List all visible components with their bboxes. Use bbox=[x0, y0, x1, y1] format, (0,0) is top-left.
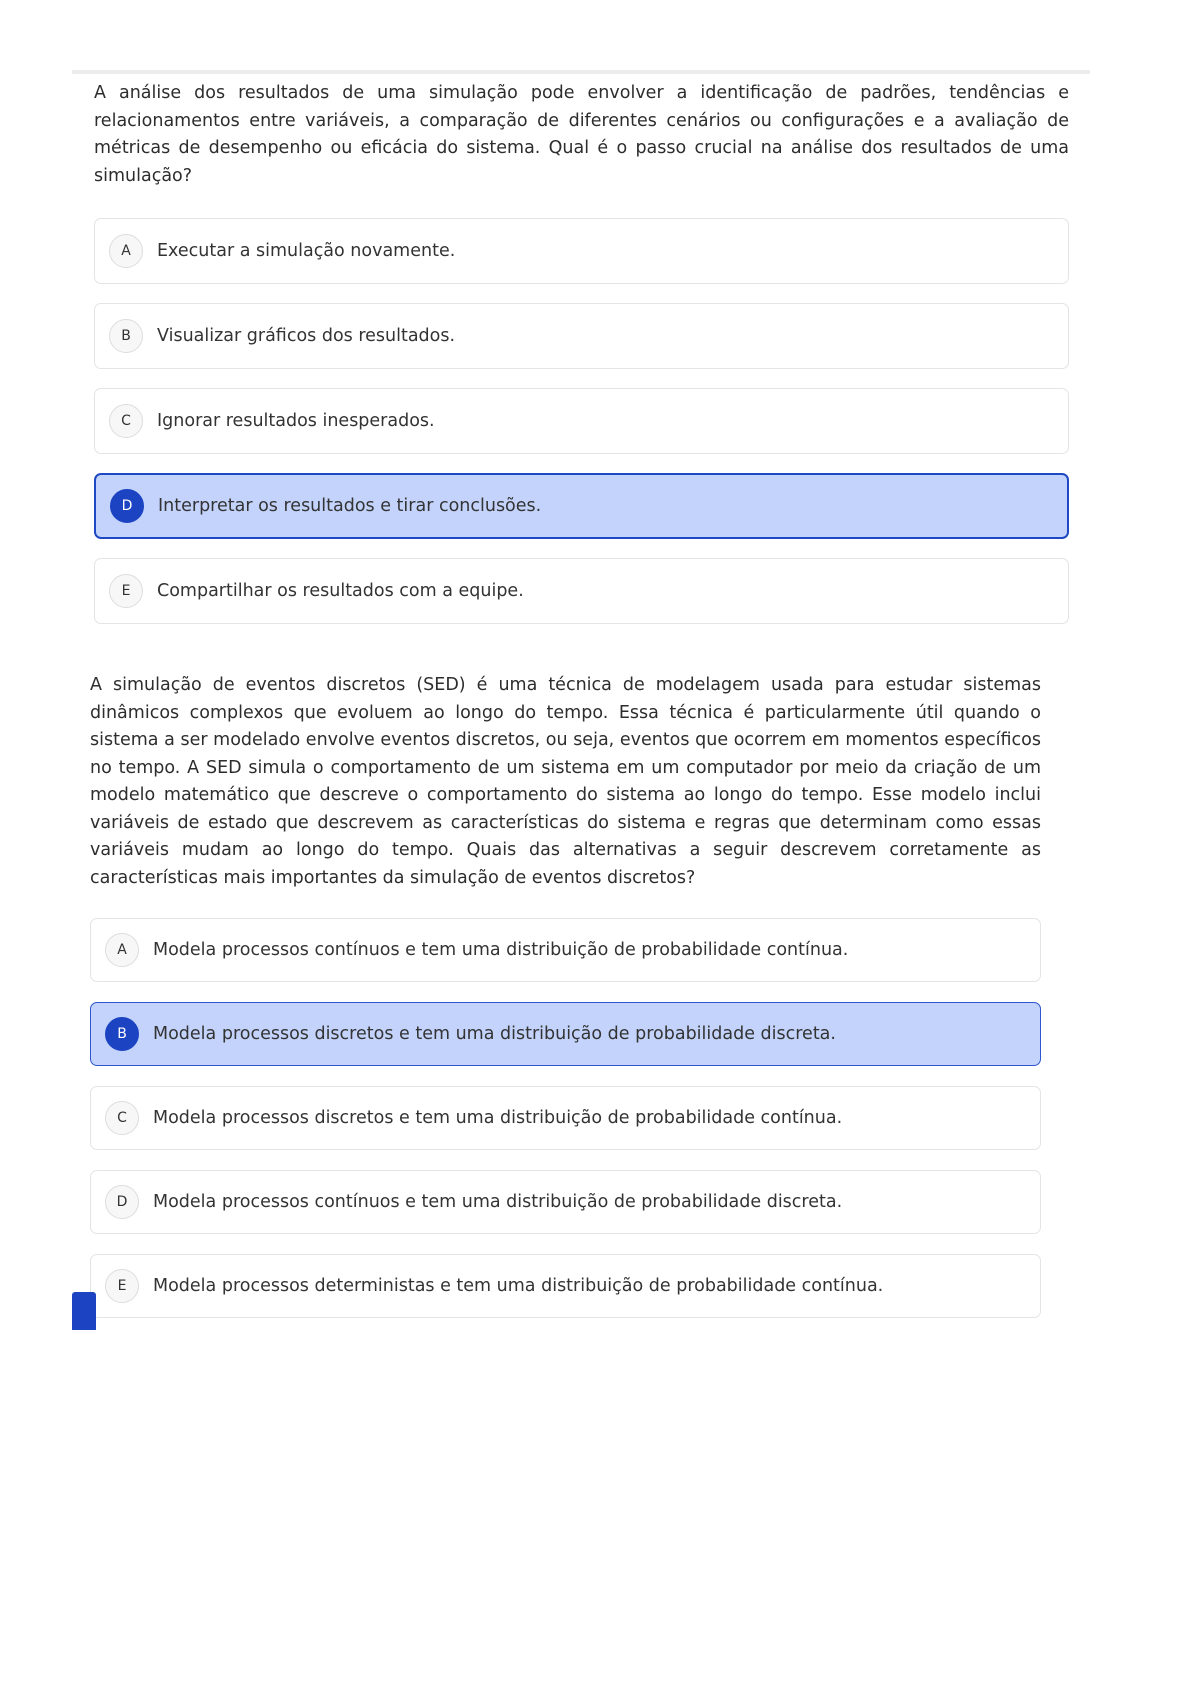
q2-option-c-letter: C bbox=[105, 1101, 139, 1135]
q1-option-e[interactable] bbox=[94, 558, 1069, 624]
q1-option-b[interactable] bbox=[94, 303, 1069, 369]
q2-option-c[interactable] bbox=[90, 1086, 1041, 1150]
question-1 bbox=[94, 80, 1069, 643]
q2-option-b-text: Modela processos discretos e tem uma distribuição de probabilidade discreta. bbox=[153, 1024, 836, 1044]
q1-option-e-text: Compartilhar os resultados com a equipe. bbox=[157, 581, 524, 601]
q2-option-a-text: Modela processos contínuos e tem uma distribuição de probabilidade contínua. bbox=[153, 940, 849, 960]
q2-option-d-letter: D bbox=[105, 1185, 139, 1219]
q1-option-c[interactable] bbox=[94, 388, 1069, 454]
q2-option-a[interactable] bbox=[90, 918, 1041, 982]
q1-option-b-text: Visualizar gráficos dos resultados. bbox=[157, 326, 456, 346]
q1-option-d[interactable] bbox=[94, 473, 1069, 539]
question-2-prompt: A simulação de eventos discretos (SED) é uma técnica de modelagem usada para estudar sistemas dinâmicos complexos que evoluem ao longo do tempo. Essa técnica é particularmente útil quando o sistema a ser modelado envolve eventos discretos, ou seja, eventos que ocorrem em momentos específicos no tempo. A SED simula o comportamento de um sistema em um computador por meio da criação de um modelo matemático que descreve o comportamento do sistema ao longo do tempo. Esse modelo inclui variáveis de estado que descrevem as características do sistema e regras que determinam como essas variáveis mudam ao longo do tempo. Quais das alternativas a seguir descrevem corretamente as características mais importantes da simulação de eventos discretos? bbox=[90, 675, 1041, 888]
question-2 bbox=[90, 672, 1041, 1338]
q2-option-e-text: Modela processos deterministas e tem uma distribuição de probabilidade contínua. bbox=[153, 1276, 884, 1296]
q2-option-b-letter: B bbox=[105, 1017, 139, 1051]
q1-option-e-letter: E bbox=[109, 574, 143, 608]
q2-option-e-letter: E bbox=[105, 1269, 139, 1303]
q1-option-b-letter: B bbox=[109, 319, 143, 353]
q1-option-d-letter: D bbox=[110, 489, 144, 523]
q2-option-c-text: Modela processos discretos e tem uma distribuição de probabilidade contínua. bbox=[153, 1108, 843, 1128]
top-divider bbox=[72, 70, 1090, 74]
question-1-prompt: A análise dos resultados de uma simulação pode envolver a identificação de padrões, tendências e relacionamentos entre variáveis, a comparação de diferentes cenários ou configurações e a avaliação de métricas de desempenho ou eficácia do sistema. Qual é o passo crucial na análise dos resultados de uma simulação? bbox=[94, 83, 1069, 186]
question-1-options bbox=[94, 218, 1069, 624]
side-panel-tab[interactable] bbox=[72, 1292, 96, 1330]
q1-option-c-letter: C bbox=[109, 404, 143, 438]
q2-option-b[interactable] bbox=[90, 1002, 1041, 1066]
q1-option-d-text: Interpretar os resultados e tirar conclusões. bbox=[158, 496, 542, 516]
q1-option-a[interactable] bbox=[94, 218, 1069, 284]
q2-option-a-letter: A bbox=[105, 933, 139, 967]
q2-option-d[interactable] bbox=[90, 1170, 1041, 1234]
question-2-options bbox=[90, 918, 1041, 1318]
q2-option-d-text: Modela processos contínuos e tem uma distribuição de probabilidade discreta. bbox=[153, 1192, 843, 1212]
q1-option-a-letter: A bbox=[109, 234, 143, 268]
q2-option-e[interactable] bbox=[90, 1254, 1041, 1318]
q1-option-a-text: Executar a simulação novamente. bbox=[157, 241, 456, 261]
q1-option-c-text: Ignorar resultados inesperados. bbox=[157, 411, 435, 431]
